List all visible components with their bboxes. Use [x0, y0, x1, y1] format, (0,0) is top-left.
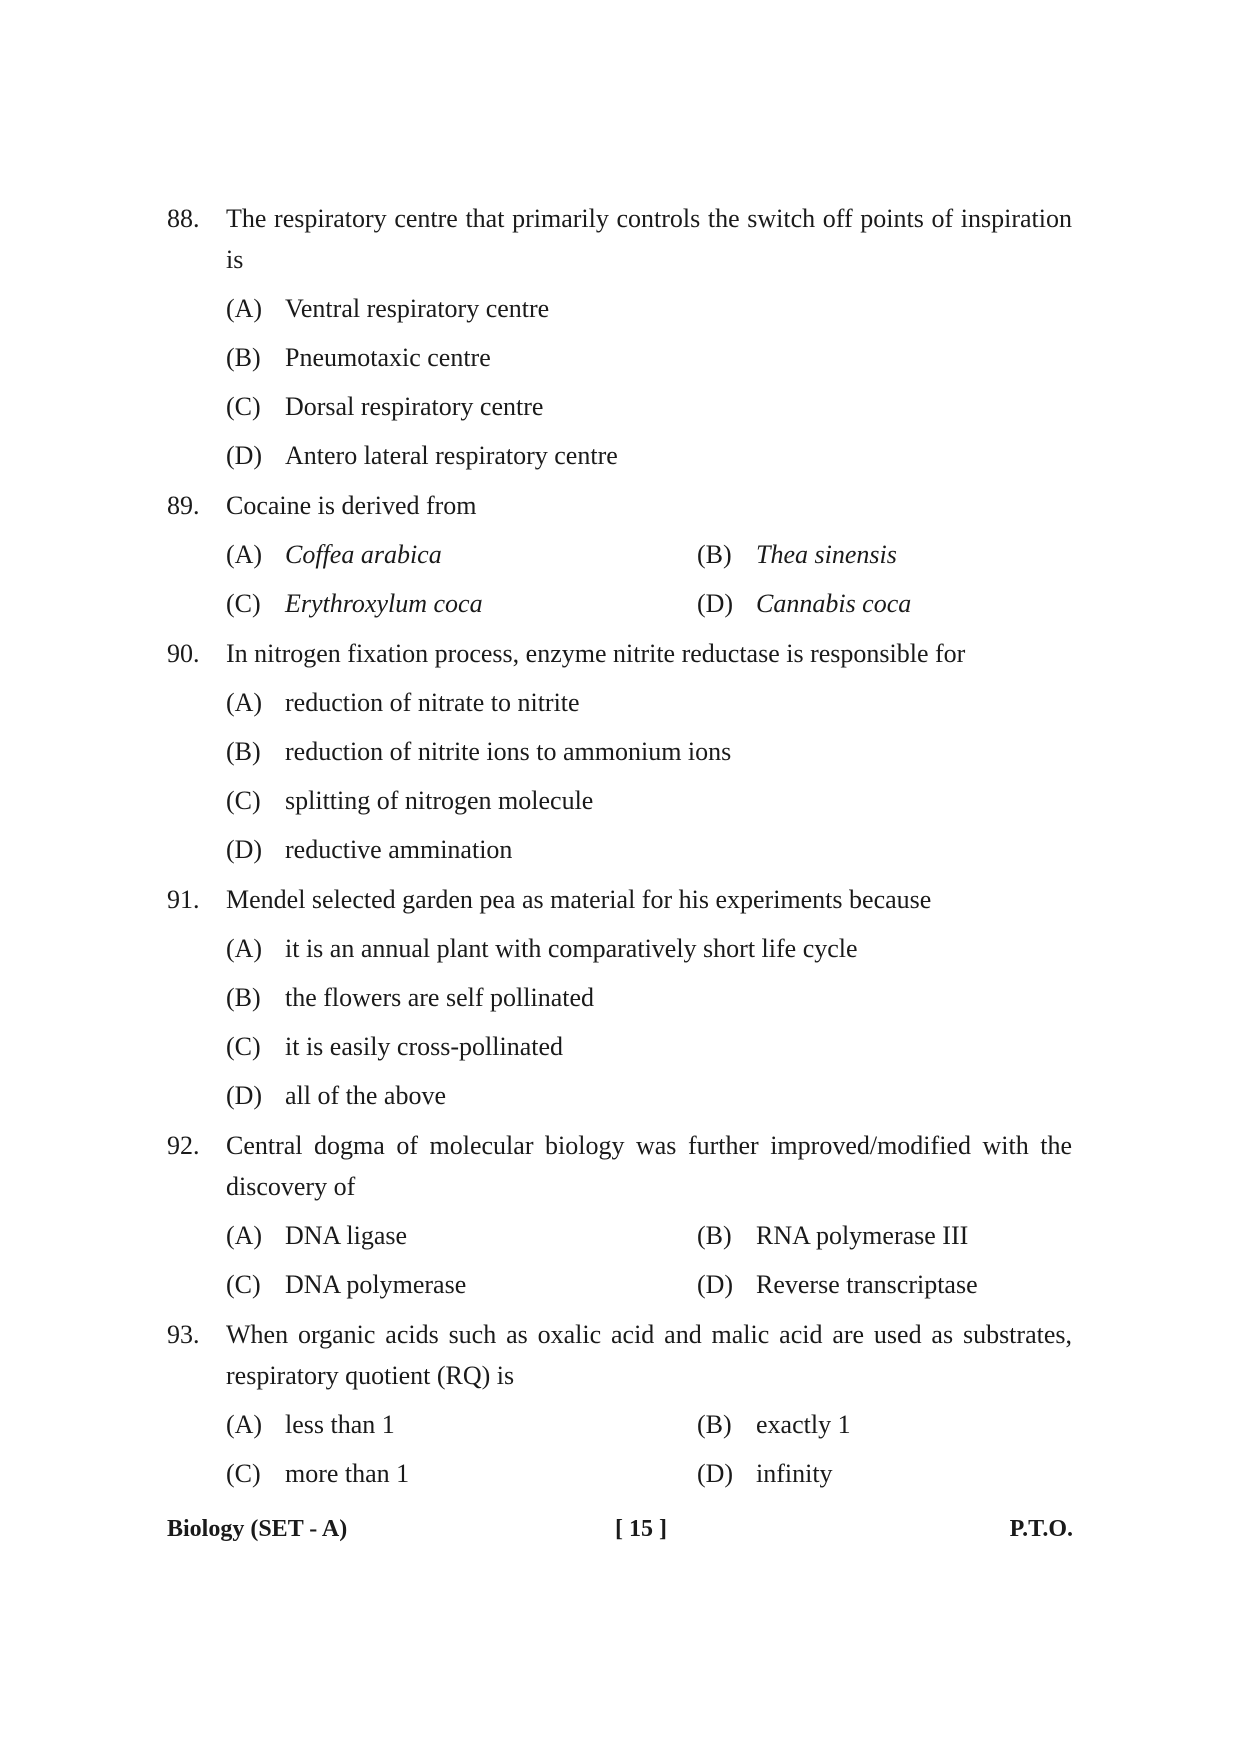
option-text: Reverse transcriptase — [756, 1270, 978, 1299]
option-text: Pneumotaxic centre — [285, 343, 491, 372]
option-item — [226, 1026, 1072, 1067]
question-number: 89. — [167, 491, 200, 520]
footer-pto: P.T.O. — [1009, 1516, 1073, 1542]
question-stem — [167, 485, 1072, 526]
option-text: Cannabis coca — [756, 589, 912, 618]
option-letter: (C) — [226, 1032, 261, 1061]
option-letter: (B) — [697, 1410, 732, 1439]
option-item — [226, 928, 1072, 969]
option-letter: (A) — [226, 1221, 263, 1250]
option-item — [226, 780, 1072, 821]
question-text: Central dogma of molecular biology was further improved/modified with the discovery of — [226, 1131, 1072, 1201]
question-stem — [167, 198, 1072, 280]
option-letter: (A) — [226, 294, 263, 323]
question-6 — [167, 1314, 1072, 1494]
option-item — [226, 829, 1072, 870]
footer-page-number: [ 15 ] — [615, 1516, 667, 1542]
option-list — [226, 1215, 1072, 1305]
question-1 — [167, 198, 1072, 476]
question-text: Cocaine is derived from — [226, 491, 477, 520]
option-text: infinity — [756, 1459, 833, 1488]
option-text: RNA polymerase III — [756, 1221, 969, 1250]
option-text: splitting of nitrogen molecule — [285, 786, 594, 815]
question-5 — [167, 1125, 1072, 1305]
option-text: more than 1 — [285, 1459, 410, 1488]
option-text: Ventral respiratory centre — [285, 294, 550, 323]
option-letter: (B) — [226, 343, 261, 372]
option-item — [226, 1453, 697, 1494]
option-item — [226, 1264, 697, 1305]
question-stem — [167, 633, 1072, 674]
option-item — [697, 534, 1072, 575]
option-text: reduction of nitrate to nitrite — [285, 688, 580, 717]
option-letter: (B) — [697, 540, 732, 569]
option-letter: (A) — [226, 1410, 263, 1439]
option-text: Coffea arabica — [285, 540, 442, 569]
question-2 — [167, 485, 1072, 624]
option-item — [226, 1404, 697, 1445]
question-text: The respiratory centre that primarily controls the switch off points of inspiration is — [226, 204, 1072, 274]
option-item — [226, 682, 1072, 723]
question-stem — [167, 879, 1072, 920]
question-number: 91. — [167, 885, 200, 914]
question-stem — [167, 1314, 1072, 1396]
question-number: 93. — [167, 1320, 200, 1349]
question-4 — [167, 879, 1072, 1116]
option-letter: (D) — [226, 441, 263, 470]
option-text: DNA polymerase — [285, 1270, 467, 1299]
option-item — [697, 583, 1072, 624]
option-letter: (D) — [697, 1459, 734, 1488]
option-text: Erythroxylum coca — [285, 589, 483, 618]
option-item — [226, 583, 697, 624]
option-letter: (D) — [697, 1270, 734, 1299]
option-letter: (C) — [226, 392, 261, 421]
option-item — [226, 288, 1072, 329]
question-number: 90. — [167, 639, 200, 668]
option-list — [226, 534, 1072, 624]
question-text: In nitrogen fixation process, enzyme nitrite reductase is responsible for — [226, 639, 966, 668]
option-letter: (D) — [226, 835, 263, 864]
question-stem — [167, 1125, 1072, 1207]
option-text: DNA ligase — [285, 1221, 408, 1250]
option-text: all of the above — [285, 1081, 446, 1110]
option-item — [226, 731, 1072, 772]
option-letter: (A) — [226, 540, 263, 569]
option-list — [226, 928, 1072, 1116]
option-letter: (C) — [226, 1459, 261, 1488]
option-letter: (C) — [226, 786, 261, 815]
option-letter: (C) — [226, 1270, 261, 1299]
question-number: 88. — [167, 204, 200, 233]
option-text: it is easily cross-pollinated — [285, 1032, 564, 1061]
option-item — [226, 534, 697, 575]
option-text: less than 1 — [285, 1410, 395, 1439]
option-item — [226, 337, 1072, 378]
question-3 — [167, 633, 1072, 870]
question-number: 92. — [167, 1131, 200, 1160]
option-text: the flowers are self pollinated — [285, 983, 594, 1012]
option-letter: (B) — [226, 737, 261, 766]
question-text: When organic acids such as oxalic acid and malic acid are used as substrates, respiratory quotient (RQ) is — [226, 1320, 1072, 1390]
option-text: reductive ammination — [285, 835, 513, 864]
option-item — [697, 1215, 1072, 1256]
option-letter: (B) — [697, 1221, 732, 1250]
footer-subject: Biology (SET - A) — [167, 1516, 348, 1542]
option-letter: (D) — [697, 589, 734, 618]
option-letter: (B) — [226, 983, 261, 1012]
option-item — [697, 1453, 1072, 1494]
question-list — [167, 198, 1072, 1503]
option-item — [226, 977, 1072, 1018]
option-list — [226, 1404, 1072, 1494]
option-item — [697, 1264, 1072, 1305]
option-text: Antero lateral respiratory centre — [285, 441, 618, 470]
question-text: Mendel selected garden pea as material for his experiments because — [226, 885, 932, 914]
option-letter: (D) — [226, 1081, 263, 1110]
option-text: Thea sinensis — [756, 540, 897, 569]
option-list — [226, 682, 1072, 870]
option-letter: (C) — [226, 589, 261, 618]
option-text: Dorsal respiratory centre — [285, 392, 544, 421]
option-item — [226, 386, 1072, 427]
option-item — [226, 435, 1072, 476]
option-letter: (A) — [226, 688, 263, 717]
option-item — [226, 1215, 697, 1256]
option-item — [226, 1075, 1072, 1116]
option-letter: (A) — [226, 934, 263, 963]
option-text: reduction of nitrite ions to ammonium ions — [285, 737, 732, 766]
option-list — [226, 288, 1072, 476]
option-text: exactly 1 — [756, 1410, 851, 1439]
option-text: it is an annual plant with comparatively short life cycle — [285, 934, 858, 963]
option-item — [697, 1404, 1072, 1445]
